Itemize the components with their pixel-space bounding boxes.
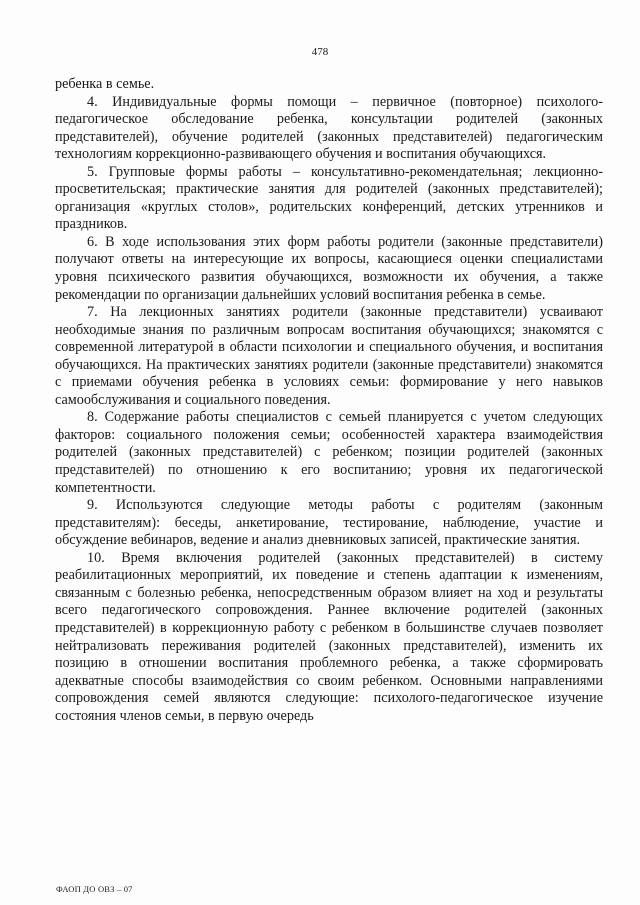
paragraph-continuation: ребенка в семье. xyxy=(55,76,155,92)
paragraph-9: 9. Используются следующие методы работы с родителям (законным представителям): беседы, анкетирование, тестирование, наблюдение, участие и обсуждение вебинаров, ведение и анализ дневниковых записей, практические занятия. xyxy=(55,497,603,549)
paragraph-7: 7. На лекционных занятиях родители (законные представители) усваивают необходимые знания по различным вопросам воспитания обучающихся; знакомятся с современной литературой в области психологии и специального обучения, и воспитания обучающихся. На практических занятиях родители (законные представители) знакомятся с приемами обучения ребенка в условиях семьи: формирование у него навыков самообслуживания и социального поведения. xyxy=(55,304,603,408)
paragraph-6: 6. В ходе использования этих форм работы родители (законные представители) получают ответы на интересующие их вопросы, касающиеся оценки специалистами уровня психического развития обучающихся, возможности их обучения, а также рекомендации по организации дальнейших условий воспитания ребенка в семье. xyxy=(55,233,603,303)
paragraph-5: 5. Групповые формы работы – консультативно-рекомендательная; лекционно-просветительская; практические занятия для родителей (законных представителей); организация «круглых столов», родительских конференций, детских утренников и праздников. xyxy=(55,163,603,233)
paragraph-8: 8. Содержание работы специалистов с семьей планируется с учетом следующих факторов: социального положения семьи; особенностей характера взаимодействия родителей (законных представителей) с ребенком; позиции родителей (законных представителей) по отношению к его воспитанию; уровня их педагогической компетентности. xyxy=(55,409,603,496)
page-number: 478 xyxy=(311,46,329,58)
document-body xyxy=(55,76,603,725)
document-footer: ФАОП ДО ОВЗ – 07 xyxy=(56,884,133,894)
paragraph-4: 4. Индивидуальные формы помощи – первичное (повторное) психолого-педагогическое обследование ребенка, консультации родителей (законных представителей), обучение родителей (законных представителей) педагогическим технологиям коррекционно-развивающего обучения и воспитания обучающихся. xyxy=(55,93,603,163)
paragraph-10: 10. Время включения родителей (законных представителей) в систему реабилитационных мероприятий, их поведение и степень адаптации к изменениям, связанным с болезнью ребенка, непосредственным образом влияет на ход и результаты всего педагогического сопровождения. Раннее включение родителей (законных представителей) в коррекционную работу с ребенком в большинстве случаев позволяет нейтрализовать переживания родителей (законных представителей), изменить их позицию в отношении воспитания проблемного ребенка, а также сформировать адекватные способы взаимодействия со своим ребенком. Основными направлениями сопровождения семей являются следующие: психолого-педагогическое изучение состояния членов семьи, в первую очередь xyxy=(55,549,603,724)
